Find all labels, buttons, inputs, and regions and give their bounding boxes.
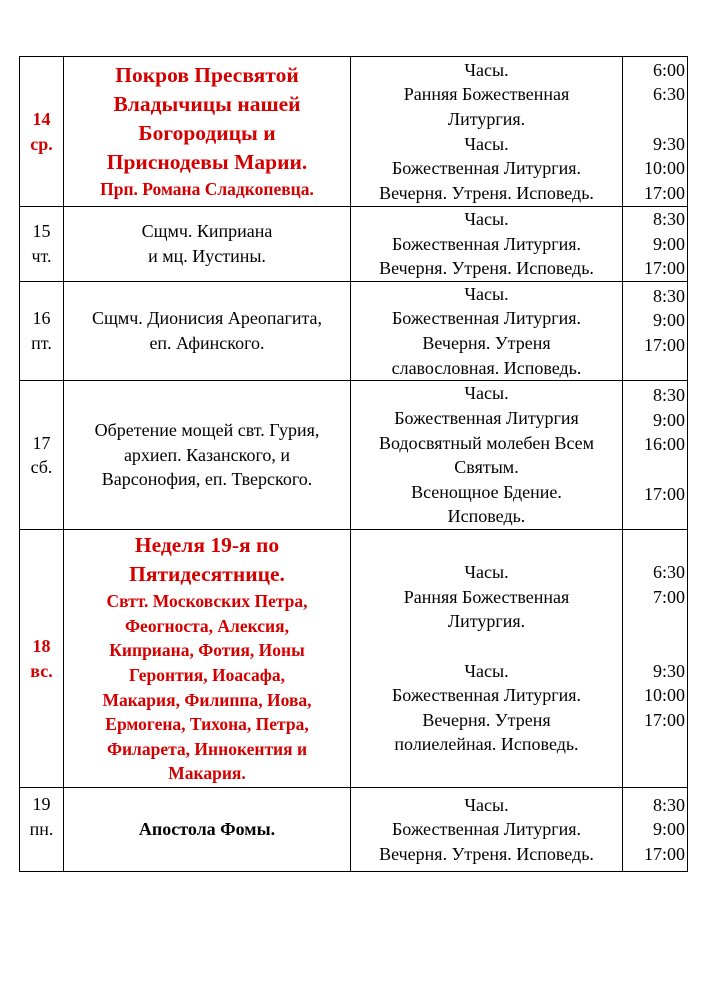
- feast-line: Апостола Фомы.: [138, 819, 276, 840]
- time-line: 9:00: [652, 310, 685, 331]
- feast-line: Варсонофия, еп. Тверского.: [101, 469, 313, 490]
- feast-cell: [64, 207, 351, 282]
- time-line: 10:00: [643, 158, 685, 179]
- feast-title-line: Богородицы и: [138, 121, 276, 146]
- time-line: 9:30: [652, 133, 685, 154]
- day-number: 15: [32, 221, 51, 242]
- day-number: 16: [32, 308, 51, 329]
- weekday: сб.: [30, 457, 53, 478]
- time-gap: [625, 107, 685, 132]
- feast-subtitle-line: Филарета, Иннокентия и: [106, 738, 308, 759]
- services-cell: [351, 788, 623, 872]
- feast-line: Сщмч. Дионисия Ареопагита,: [91, 308, 323, 329]
- service-line: Вечерня. Утреня. Исповедь.: [379, 843, 594, 864]
- feast-subtitle-line: Макария, Филиппа, Иова,: [102, 689, 312, 710]
- service-line: Всенощное Бдение.: [411, 481, 562, 502]
- day-number: 17: [32, 432, 51, 453]
- service-line: Литургия.: [447, 108, 526, 129]
- day-number: 18: [32, 636, 51, 657]
- time-line: 17:00: [643, 843, 685, 864]
- services-cell: [351, 281, 623, 380]
- service-line: Божественная Литургия: [394, 407, 579, 428]
- feast-cell: [64, 381, 351, 530]
- date-cell: [20, 281, 64, 380]
- service-line: славословная. Исповедь.: [391, 357, 582, 378]
- service-line: Часы.: [464, 283, 509, 304]
- service-line: Ранняя Божественная: [403, 586, 570, 607]
- services-cell: [351, 57, 623, 207]
- service-line: Часы.: [464, 59, 509, 80]
- service-line: полиелейная. Исповедь.: [394, 734, 579, 755]
- time-line: 6:30: [652, 84, 685, 105]
- time-line: 9:30: [652, 660, 685, 681]
- weekday: пн.: [29, 818, 54, 839]
- feast-title-line: Владычицы нашей: [113, 92, 301, 117]
- date-cell: [20, 207, 64, 282]
- service-line: Вечерня. Утреня. Исповедь.: [379, 182, 594, 203]
- time-gap: [625, 634, 685, 659]
- service-line: Ранняя Божественная: [403, 84, 570, 105]
- time-line: 17:00: [643, 709, 685, 730]
- service-line: Часы.: [464, 794, 509, 815]
- service-line: Божественная Литургия.: [391, 233, 582, 254]
- time-line: 9:00: [652, 409, 685, 430]
- date-cell: [20, 381, 64, 530]
- schedule-body: [20, 57, 688, 872]
- feast-subtitle-line: Ермогена, Тихона, Петра,: [105, 714, 309, 735]
- feast-cell: [64, 57, 351, 207]
- time-line: 16:00: [643, 434, 685, 455]
- services-cell: [351, 381, 623, 530]
- service-line: Вечерня. Утреня. Исповедь.: [379, 258, 594, 279]
- time-line: 17:00: [643, 258, 685, 279]
- feast-subtitle-line: Киприана, Фотия, Ионы: [109, 640, 305, 661]
- service-line: Водосвятный молебен Всем: [378, 432, 595, 453]
- table-row: [20, 530, 688, 788]
- time-line: 8:30: [652, 209, 685, 229]
- times-cell: [623, 207, 688, 282]
- service-line: Святым.: [454, 457, 519, 478]
- service-line: Часы.: [464, 660, 509, 681]
- date-cell: [20, 57, 64, 207]
- times-cell: [623, 281, 688, 380]
- service-line: Часы.: [464, 133, 509, 154]
- day-number: 19: [32, 794, 51, 815]
- service-line: Часы.: [464, 383, 509, 404]
- service-line: Исповедь.: [447, 506, 526, 527]
- table-row: [20, 57, 688, 207]
- time-line: 8:30: [652, 385, 685, 406]
- service-schedule-table: [19, 56, 688, 872]
- feast-subtitle-line: Феогноста, Алексия,: [125, 615, 289, 636]
- services-cell: [351, 207, 623, 282]
- feast-line: еп. Афинского.: [149, 332, 265, 353]
- table-row: [20, 281, 688, 380]
- feast-subtitle-line: Прп. Романа Сладкопевца.: [100, 179, 314, 200]
- service-line: Божественная Литургия.: [391, 158, 582, 179]
- service-line: Вечерня. Утреня: [422, 332, 551, 353]
- feast-line: Сщмч. Киприана: [141, 221, 273, 242]
- time-line: 8:30: [652, 285, 685, 306]
- feast-subtitle-line: Геронтия, Иоасафа,: [128, 665, 286, 686]
- times-cell: [623, 788, 688, 872]
- time-line: 8:30: [652, 794, 685, 815]
- feast-subtitle-line: Макария.: [168, 763, 246, 784]
- feast-title-line: Покров Пресвятой: [115, 63, 299, 88]
- time-gap: [625, 732, 685, 757]
- service-line: Божественная Литургия.: [391, 308, 582, 329]
- time-gap: [625, 457, 685, 482]
- times-cell: [623, 57, 688, 207]
- date-cell: [20, 788, 64, 872]
- service-line: Божественная Литургия.: [391, 819, 582, 840]
- service-line: Часы.: [464, 209, 509, 229]
- table-row: [20, 381, 688, 530]
- feast-subtitle-line: Свтт. Московских Петра,: [106, 591, 308, 612]
- table-row: [20, 207, 688, 282]
- time-line: 17:00: [643, 182, 685, 203]
- service-line: Литургия.: [447, 611, 526, 632]
- weekday: чт.: [31, 245, 52, 266]
- time-line: 17:00: [643, 483, 685, 504]
- service-line: Часы.: [464, 562, 509, 583]
- time-line: 9:00: [652, 819, 685, 840]
- service-line: Вечерня. Утреня: [422, 709, 551, 730]
- feast-title-line: Пятидесятнице.: [129, 562, 285, 587]
- time-line: 6:30: [652, 562, 685, 583]
- table-row: [20, 788, 688, 872]
- time-line: 6:00: [652, 59, 685, 80]
- feast-title-line: Приснодевы Марии.: [106, 150, 308, 175]
- feast-line: архиеп. Казанского, и: [123, 444, 291, 465]
- feast-cell: [64, 788, 351, 872]
- time-line: 17:00: [643, 334, 685, 355]
- weekday: вс.: [30, 660, 53, 681]
- times-cell: [623, 381, 688, 530]
- service-gap: [353, 634, 620, 659]
- feast-title-line: Неделя 19-я по: [134, 533, 280, 558]
- day-number: 14: [32, 108, 51, 129]
- date-cell: [20, 530, 64, 788]
- feast-line: и мц. Иустины.: [148, 245, 266, 266]
- feast-line: Обретение мощей свт. Гурия,: [94, 420, 320, 441]
- services-cell: [351, 530, 623, 788]
- time-gap: [625, 609, 685, 634]
- feast-cell: [64, 281, 351, 380]
- time-line: 9:00: [652, 233, 685, 254]
- weekday: пт.: [31, 332, 52, 353]
- feast-cell: [64, 530, 351, 788]
- service-line: Божественная Литургия.: [391, 685, 582, 706]
- weekday: ср.: [30, 133, 53, 154]
- times-cell: [623, 530, 688, 788]
- time-line: 7:00: [652, 586, 685, 607]
- time-line: 10:00: [643, 685, 685, 706]
